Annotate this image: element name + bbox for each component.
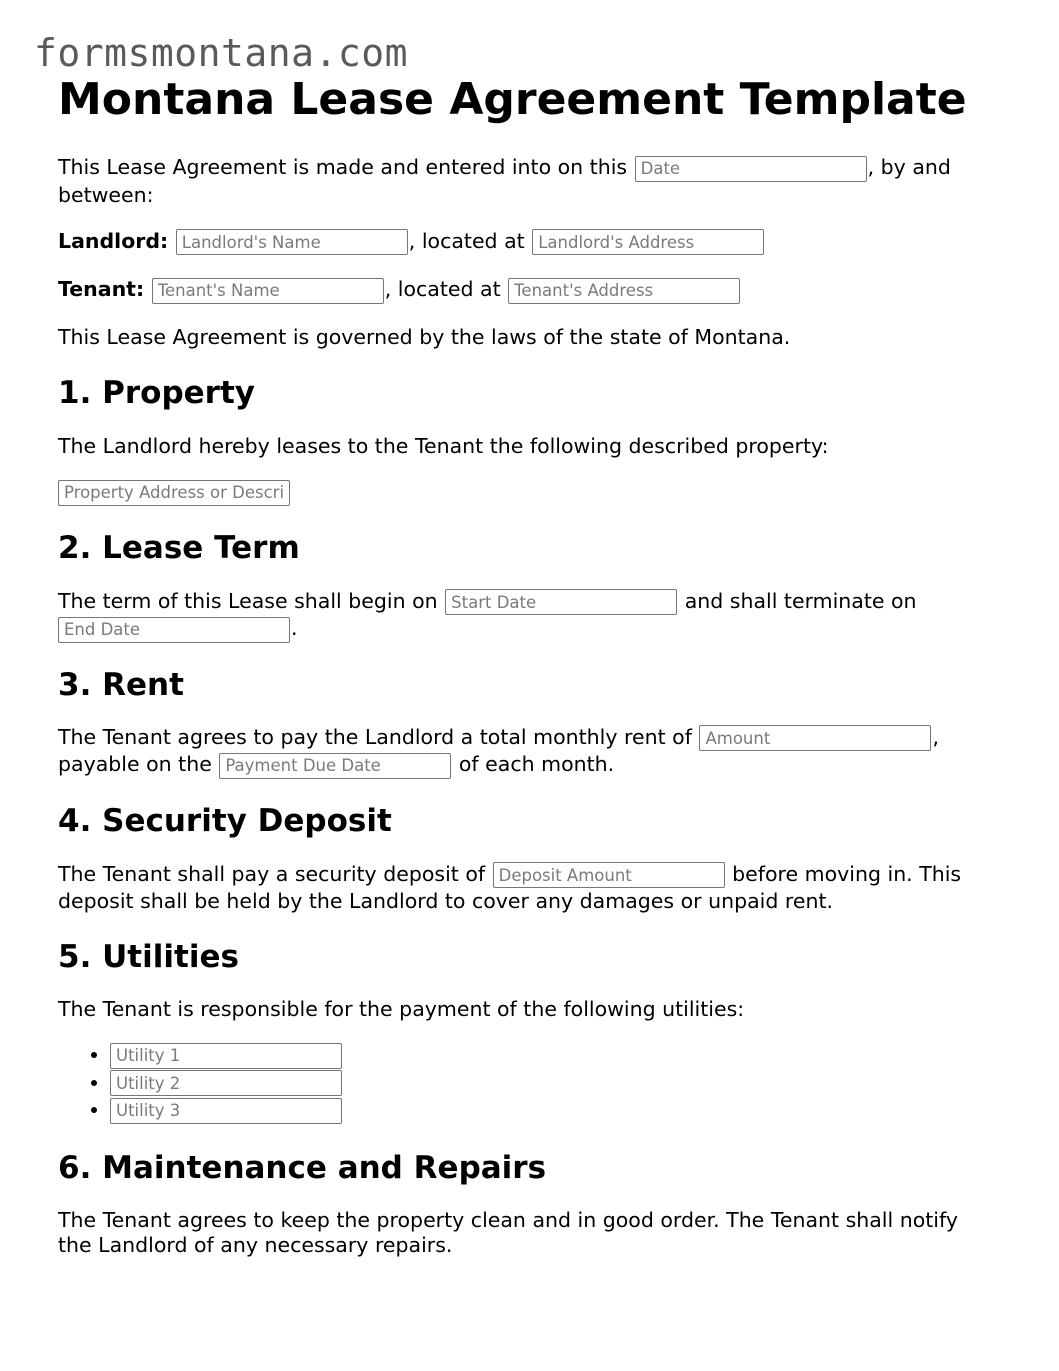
intro-paragraph bbox=[58, 154, 978, 209]
utilities-list bbox=[58, 1041, 978, 1124]
lease-term-text-before: The term of this Lease shall begin on bbox=[58, 588, 438, 613]
agreement-date-input[interactable] bbox=[635, 156, 867, 182]
page-title: Montana Lease Agreement Template bbox=[58, 74, 967, 125]
utilities-text: The Tenant is responsible for the payment of the following utilities: bbox=[58, 997, 745, 1021]
section-heading-lease-term: 2. Lease Term bbox=[58, 529, 300, 566]
section-heading-maintenance: 6. Maintenance and Repairs bbox=[58, 1149, 547, 1186]
landlord-name-input[interactable] bbox=[176, 229, 408, 255]
start-date-input[interactable] bbox=[445, 589, 677, 615]
governing-law-text: This Lease Agreement is governed by the laws of the state of Montana. bbox=[58, 324, 791, 349]
landlord-line bbox=[58, 228, 978, 256]
tenant-located-at: , located at bbox=[384, 277, 501, 301]
lease-term-text-middle: and shall terminate on bbox=[684, 588, 917, 613]
end-date-input[interactable] bbox=[58, 617, 290, 643]
landlord-address-input[interactable] bbox=[532, 229, 764, 255]
section-heading-property: 1. Property bbox=[58, 374, 255, 411]
deposit-text-after: before moving in. This deposit shall be held by the Landlord to cover any damages or unpaid rent. bbox=[58, 861, 962, 913]
lease-term-paragraph bbox=[58, 588, 978, 643]
watermark: formsmontana.com bbox=[34, 31, 409, 75]
section-heading-rent: 3. Rent bbox=[58, 666, 184, 703]
tenant-label: Tenant: bbox=[58, 277, 145, 301]
utility-2-input[interactable] bbox=[110, 1070, 342, 1096]
deposit-amount-input[interactable] bbox=[493, 862, 725, 888]
deposit-text-before: The Tenant shall pay a security deposit of bbox=[58, 861, 486, 886]
payment-due-date-input[interactable] bbox=[219, 753, 451, 779]
utility-3-input[interactable] bbox=[110, 1098, 342, 1124]
rent-text-before: The Tenant agrees to pay the Landlord a total monthly rent of bbox=[58, 724, 692, 749]
intro-text-after: , by and between: bbox=[58, 155, 951, 207]
tenant-name-input[interactable] bbox=[152, 278, 384, 304]
lease-term-text-after: . bbox=[291, 616, 298, 640]
property-field-row bbox=[58, 480, 978, 508]
security-deposit-paragraph bbox=[58, 861, 978, 916]
property-text: The Landlord hereby leases to the Tenant the following described property: bbox=[58, 433, 829, 458]
rent-text-middle: , payable on the bbox=[58, 724, 939, 776]
landlord-located-at: , located at bbox=[408, 228, 525, 253]
section-heading-security-deposit: 4. Security Deposit bbox=[58, 802, 392, 839]
utility-list-item bbox=[110, 1069, 978, 1097]
section-heading-utilities: 5. Utilities bbox=[58, 939, 239, 975]
utility-1-input[interactable] bbox=[110, 1043, 342, 1069]
rent-paragraph bbox=[58, 724, 978, 779]
landlord-label: Landlord: bbox=[58, 228, 169, 253]
intro-text-before: This Lease Agreement is made and entered into on this bbox=[58, 155, 628, 179]
tenant-address-input[interactable] bbox=[508, 278, 740, 304]
rent-text-after: of each month. bbox=[458, 752, 615, 776]
utility-list-item bbox=[110, 1096, 978, 1124]
lease-document bbox=[58, 74, 978, 1258]
maintenance-text: The Tenant agrees to keep the property clean and in good order. The Tenant shall notify the Landlord of any necessary repairs. bbox=[58, 1207, 958, 1257]
utility-list-item bbox=[110, 1041, 978, 1069]
property-description-input[interactable] bbox=[58, 480, 290, 506]
tenant-line bbox=[58, 276, 978, 304]
rent-amount-input[interactable] bbox=[699, 725, 931, 751]
